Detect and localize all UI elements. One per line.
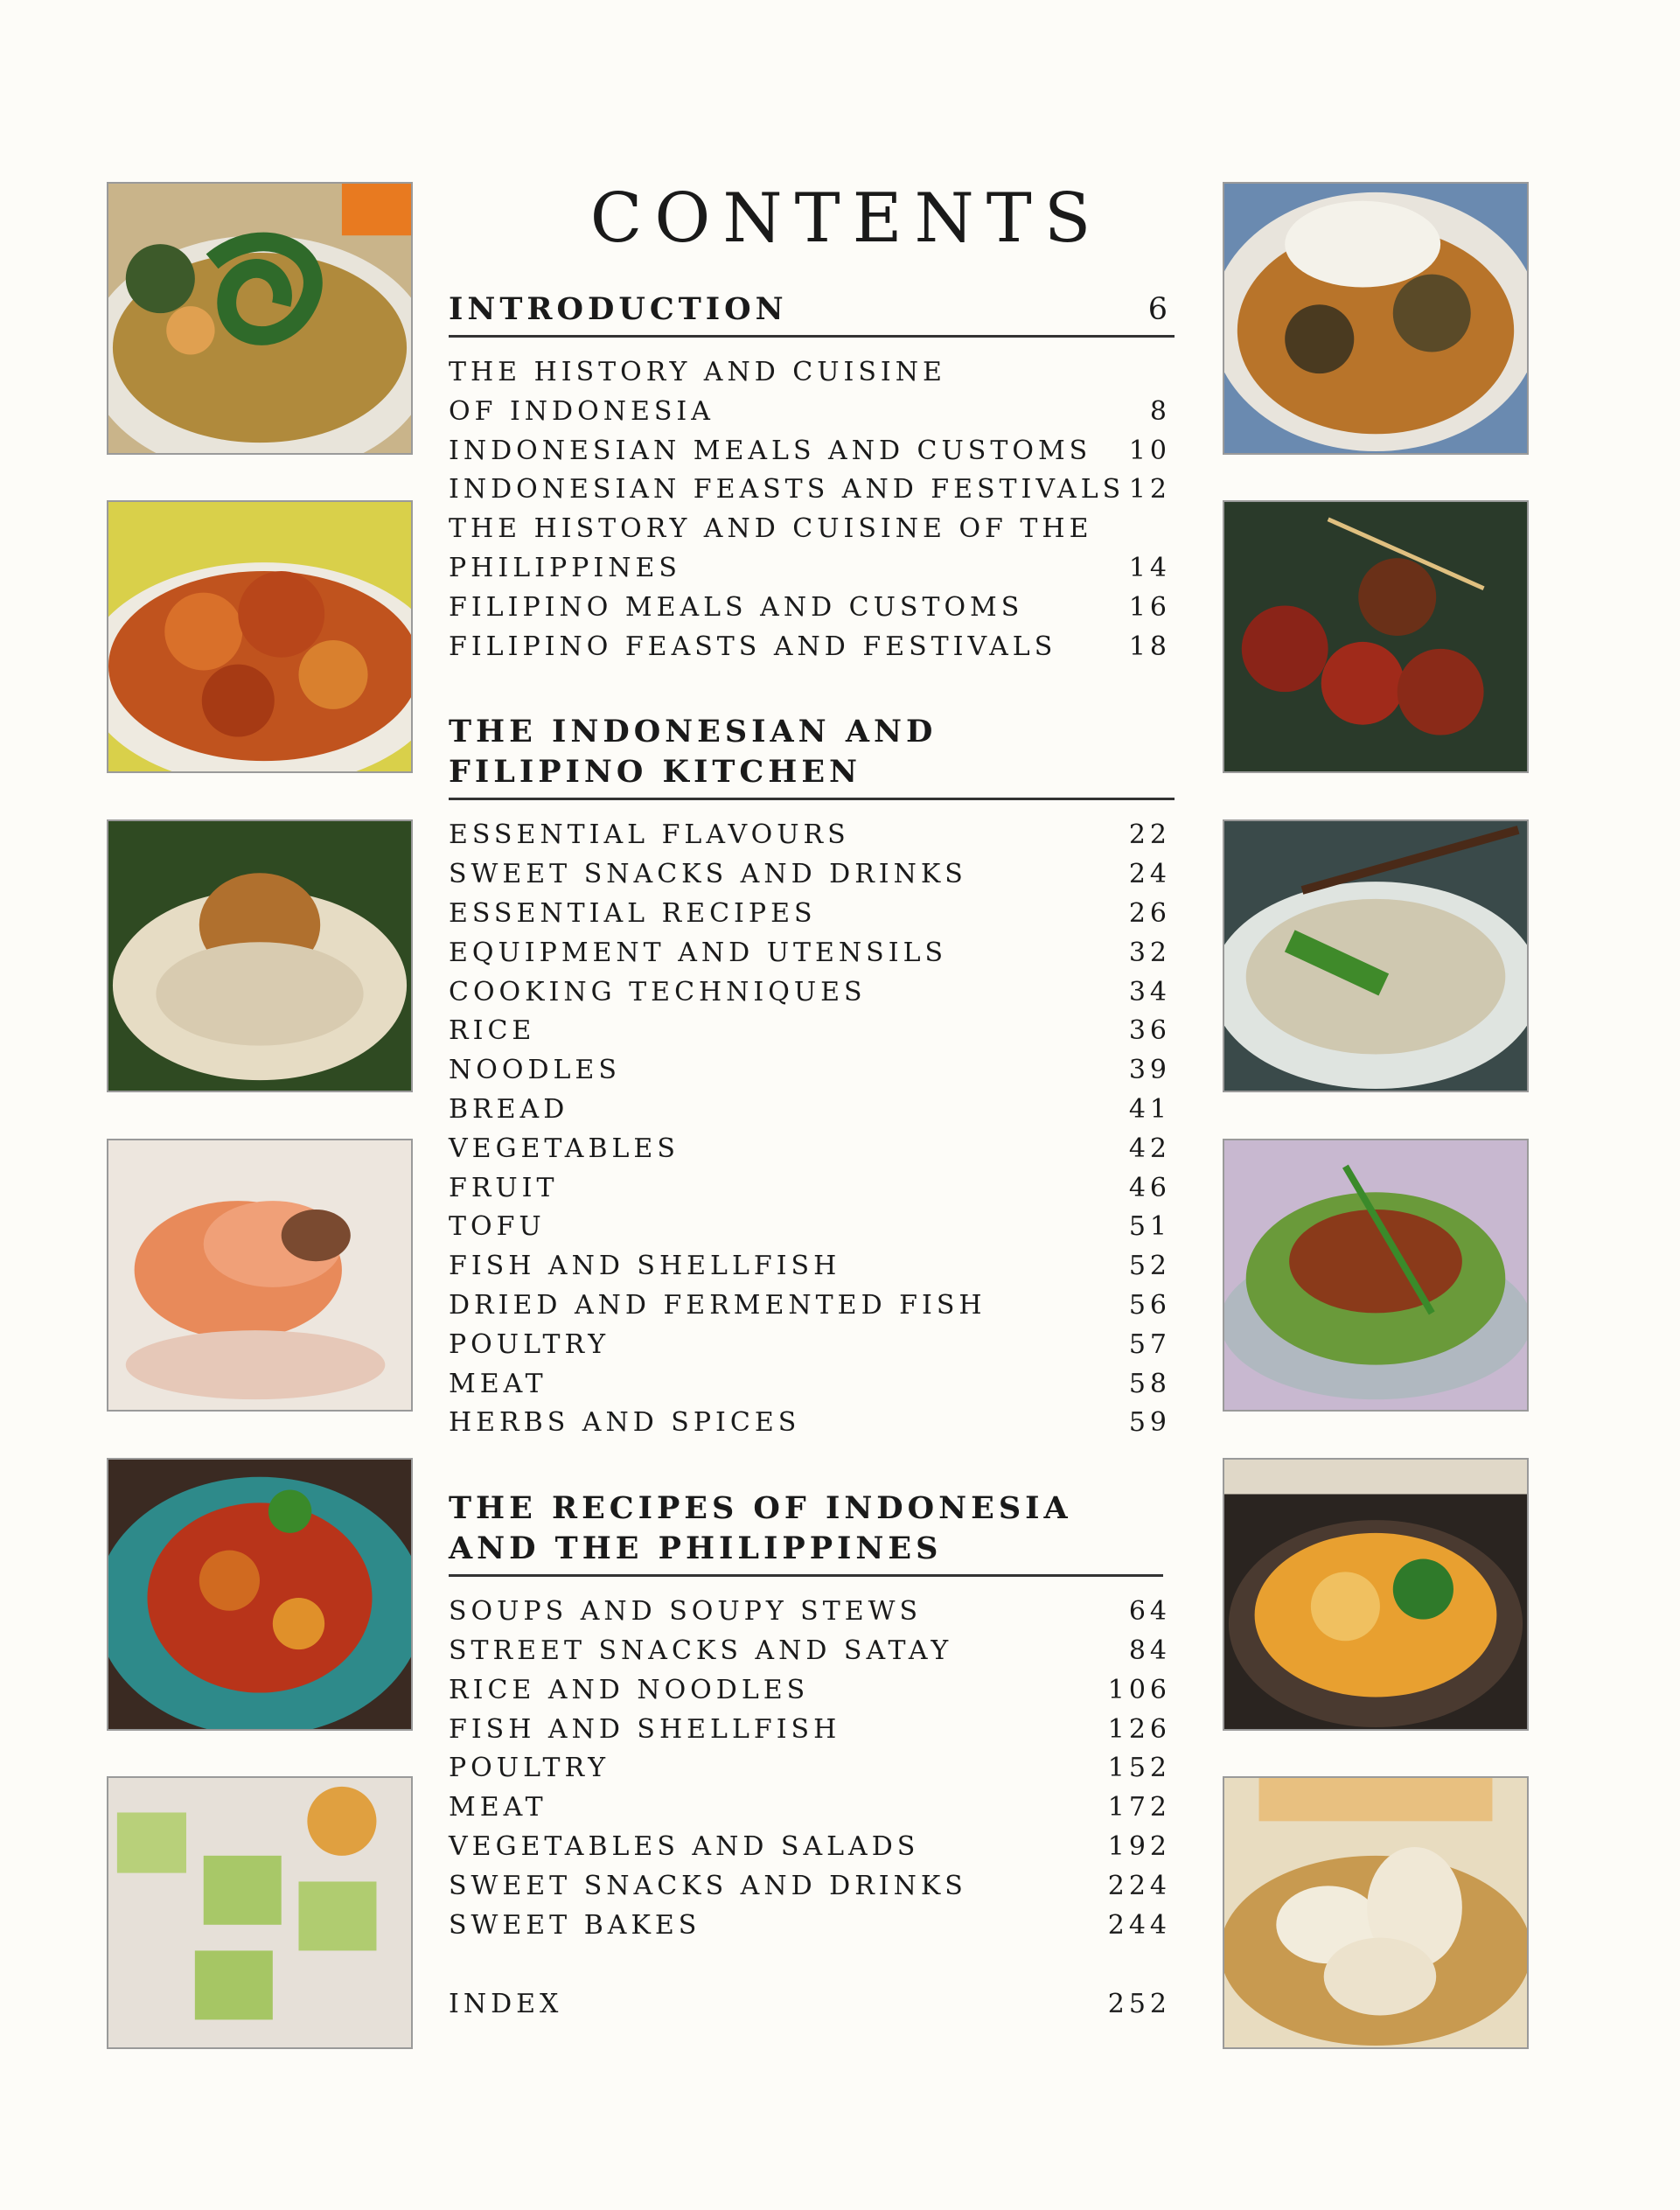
- toc-entry[interactable]: [449, 1907, 1175, 1946]
- toc-entry[interactable]: [449, 816, 1175, 855]
- section-heading-page: 6: [1147, 292, 1169, 327]
- section-introduction: [449, 289, 1175, 666]
- section-heading: [449, 1488, 1163, 1577]
- toc-entry-page: 16: [1128, 591, 1171, 623]
- toc-entry-label: HERBS AND SPICES: [449, 1407, 801, 1439]
- toc-entry-label: RICE: [449, 1015, 536, 1047]
- soup-with-greens-photo: [107, 182, 413, 455]
- toc-entry-page: 8: [1149, 395, 1171, 427]
- toc-entry[interactable]: [449, 1593, 1175, 1632]
- toc-entry-label: ESSENTIAL FLAVOURS: [449, 819, 850, 851]
- toc-entry[interactable]: [449, 1788, 1175, 1828]
- toc-entry-page: 51: [1128, 1211, 1171, 1243]
- toc-entry-page: 36: [1128, 1015, 1171, 1047]
- section-heading: [449, 712, 1175, 800]
- section-heading-label: THE INDONESIAN AND FILIPINO KITCHEN: [449, 714, 938, 791]
- toc-entry-page: 46: [1128, 1172, 1171, 1203]
- toc-entry[interactable]: [449, 1169, 1175, 1209]
- grilled-squid-photo: [107, 500, 413, 773]
- toc-entry-label: TOFU: [449, 1211, 546, 1243]
- toc-entry[interactable]: [449, 1247, 1175, 1286]
- toc-entry-page: 26: [1128, 897, 1171, 929]
- red-curry-stew-photo: [107, 1458, 413, 1731]
- toc-entry-page: 252: [1107, 1989, 1171, 2020]
- toc-entry[interactable]: [449, 432, 1175, 471]
- toc-entry-label: INDEX: [449, 1989, 563, 2020]
- toc-entry-page: 64: [1128, 1596, 1171, 1628]
- toc-entry-page: 57: [1128, 1328, 1171, 1360]
- toc-entry-label: STREET SNACKS AND SATAY: [449, 1635, 953, 1666]
- yellow-curry-photo: [1223, 1458, 1529, 1731]
- toc-entry[interactable]: [449, 1711, 1175, 1750]
- rice-with-fried-shallots-photo: [107, 819, 413, 1092]
- section-recipes: [449, 1488, 1175, 1945]
- toc-entry-label: VEGETABLES AND SALADS: [449, 1830, 920, 1862]
- toc-entry-label: VEGETABLES: [449, 1133, 680, 1164]
- toc-entry-page: 42: [1128, 1133, 1171, 1164]
- toc-entry[interactable]: [449, 589, 1175, 628]
- toc-entry[interactable]: [449, 895, 1175, 934]
- toc-entry-label: POULTRY: [449, 1753, 610, 1784]
- satay-skewers-photo: [1223, 500, 1529, 773]
- toc-entry-label: ESSENTIAL RECIPES: [449, 897, 817, 929]
- toc-entry-page: 172: [1107, 1792, 1171, 1823]
- curry-with-rice-photo: [1223, 182, 1529, 455]
- section-heading-label: INTRODUCTION: [449, 291, 788, 327]
- toc-entry[interactable]: [449, 1051, 1175, 1091]
- toc-entry-page: 56: [1128, 1289, 1171, 1321]
- toc-entry-label: EQUIPMENT AND UTENSILS: [449, 937, 948, 968]
- toc-entry-label: RICE AND NOODLES: [449, 1674, 810, 1705]
- toc-entry-page: 58: [1128, 1368, 1171, 1399]
- toc-entry-label: INDONESIAN MEALS AND CUSTOMS: [449, 435, 1092, 466]
- toc-entry-page: 39: [1128, 1055, 1171, 1086]
- toc-entry-label: FILIPINO MEALS AND CUSTOMS: [449, 591, 1024, 623]
- toc-entry-label: POULTRY: [449, 1328, 610, 1360]
- toc-entry-page: 10: [1128, 435, 1171, 466]
- section-heading: [449, 289, 1175, 338]
- toc-entry-page: 52: [1128, 1251, 1171, 1282]
- toc-entry[interactable]: [449, 1208, 1175, 1247]
- toc-entry-page: 14: [1128, 552, 1171, 583]
- prawns-with-coconut-photo: [107, 1139, 413, 1412]
- toc-entry[interactable]: [449, 1749, 1175, 1788]
- toc-entry-page: 24: [1128, 859, 1171, 890]
- toc-entry-page: 106: [1107, 1674, 1171, 1705]
- toc-entry[interactable]: [449, 1326, 1175, 1365]
- toc-entry-label: FILIPINO FEASTS AND FESTIVALS: [449, 631, 1057, 662]
- toc-entry-page: 34: [1128, 976, 1171, 1007]
- toc-entry-page: 244: [1107, 1909, 1171, 1941]
- toc-entry-page: 152: [1107, 1753, 1171, 1784]
- table-of-contents: [449, 171, 1175, 2025]
- toc-entry-page: 84: [1128, 1635, 1171, 1666]
- toc-entry-label: FISH AND SHELLFISH: [449, 1251, 841, 1282]
- toc-entry-page: 59: [1128, 1407, 1171, 1439]
- toc-entry[interactable]: [449, 471, 1175, 510]
- toc-entry-label: INDONESIAN FEASTS AND FESTIVALS: [449, 474, 1126, 505]
- toc-entry[interactable]: [449, 1632, 1175, 1671]
- toc-entry-page: 18: [1128, 631, 1171, 662]
- toc-entry[interactable]: [449, 628, 1175, 667]
- toc-entry[interactable]: [449, 1091, 1175, 1130]
- toc-entry-label: MEAT: [449, 1368, 547, 1399]
- green-layered-cakes-photo: [107, 1776, 413, 2049]
- steamed-buns-photo: [1223, 1776, 1529, 2049]
- toc-entry[interactable]: [449, 1828, 1175, 1867]
- toc-entry[interactable]: [449, 353, 1175, 432]
- noodles-with-chopsticks-photo: [1223, 819, 1529, 1092]
- section-heading-label: THE RECIPES OF INDONESIA AND THE PHILIPPINES: [449, 1490, 1072, 1567]
- toc-entry-page: 41: [1128, 1093, 1171, 1125]
- toc-entry[interactable]: [449, 1130, 1175, 1169]
- toc-entry-label: FRUIT: [449, 1172, 559, 1203]
- toc-entry-label: SOUPS AND SOUPY STEWS: [449, 1596, 923, 1628]
- toc-entry-page: 32: [1128, 937, 1171, 968]
- toc-entry-label: DRIED AND FERMENTED FISH: [449, 1289, 986, 1321]
- toc-entry-index[interactable]: [449, 1985, 1175, 2025]
- toc-entry-label: THE HISTORY AND CUISINE OF THE PHILIPPINES: [449, 513, 1093, 583]
- toc-entry[interactable]: [449, 1671, 1175, 1711]
- toc-entry[interactable]: [449, 1867, 1175, 1907]
- toc-entry[interactable]: [449, 973, 1175, 1013]
- toc-entry-label: SWEET SNACKS AND DRINKS: [449, 1870, 967, 1901]
- toc-entry[interactable]: [449, 855, 1175, 895]
- toc-entry[interactable]: [449, 934, 1175, 973]
- toc-entry[interactable]: [449, 510, 1175, 589]
- toc-entry-label: SWEET SNACKS AND DRINKS: [449, 859, 967, 890]
- toc-entry[interactable]: [449, 1286, 1175, 1326]
- toc-entry-label: SWEET BAKES: [449, 1909, 701, 1941]
- toc-entry-page: 126: [1107, 1713, 1171, 1745]
- toc-entry-label: MEAT: [449, 1792, 547, 1823]
- toc-entry[interactable]: [449, 1012, 1175, 1051]
- toc-entry[interactable]: [449, 1404, 1175, 1443]
- toc-entry-label: BREAD: [449, 1093, 569, 1125]
- toc-entry-label: FISH AND SHELLFISH: [449, 1713, 841, 1745]
- vegetable-stir-fry-photo: [1223, 1139, 1529, 1412]
- toc-entry-page: 12: [1128, 474, 1171, 505]
- toc-entry-page: 22: [1128, 819, 1171, 851]
- toc-entry-label: THE HISTORY AND CUISINE OF INDONESIA: [449, 357, 946, 427]
- page-title: CONTENTS: [589, 179, 1104, 258]
- toc-entry[interactable]: [449, 1365, 1175, 1405]
- toc-entry-label: COOKING TECHNIQUES: [449, 976, 867, 1007]
- toc-entry-label: NOODLES: [449, 1055, 621, 1086]
- toc-entry-page: 192: [1107, 1830, 1171, 1862]
- toc-entry-page: 224: [1107, 1870, 1171, 1901]
- section-kitchen: [449, 712, 1175, 1443]
